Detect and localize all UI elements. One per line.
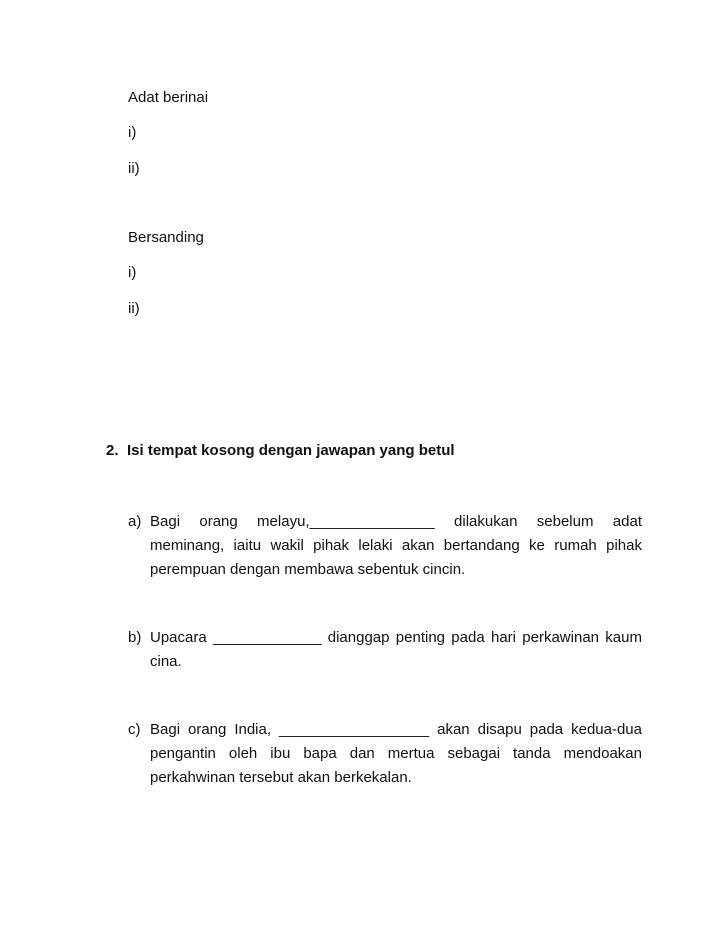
question-number: 2. xyxy=(106,442,119,459)
part-a-line-3: perempuan dengan membawa sebentuk cincin. xyxy=(150,561,466,578)
bersanding-item-i-label: i) xyxy=(128,264,137,281)
part-c-line-1: Bagi orang India, __________________ akan disapu pada kedua-dua xyxy=(150,721,642,738)
part-c-text xyxy=(150,718,642,790)
adat-berinai-item-i-label: i) xyxy=(128,124,137,141)
adat-berinai-item-ii-label: ii) xyxy=(128,160,140,177)
part-a-line-1: Bagi orang melayu,_______________ dilakukan sebelum adat xyxy=(150,513,642,530)
part-c-label: c) xyxy=(128,721,141,738)
part-a-label: a) xyxy=(128,513,142,530)
part-c-line-3: perkahwinan tersebut akan berkekalan. xyxy=(150,769,412,786)
part-a-text xyxy=(150,510,642,582)
part-b-label: b) xyxy=(128,629,142,646)
part-b-line-2: cina. xyxy=(150,653,182,670)
part-a-line-2: meminang, iaitu wakil pihak lelaki akan bertandang ke rumah pihak xyxy=(150,537,642,554)
section-heading-adat-berinai: Adat berinai xyxy=(128,89,209,106)
part-b-text xyxy=(150,626,642,674)
part-b-line-1: Upacara _____________ dianggap penting pada hari perkawinan kaum xyxy=(150,629,642,646)
part-c-line-2: pengantin oleh ibu bapa dan mertua sebagai tanda mendoakan xyxy=(150,745,642,762)
bersanding-item-ii-label: ii) xyxy=(128,300,140,317)
question-instruction: Isi tempat kosong dengan jawapan yang betul xyxy=(127,442,455,459)
section-heading-bersanding: Bersanding xyxy=(128,229,204,246)
